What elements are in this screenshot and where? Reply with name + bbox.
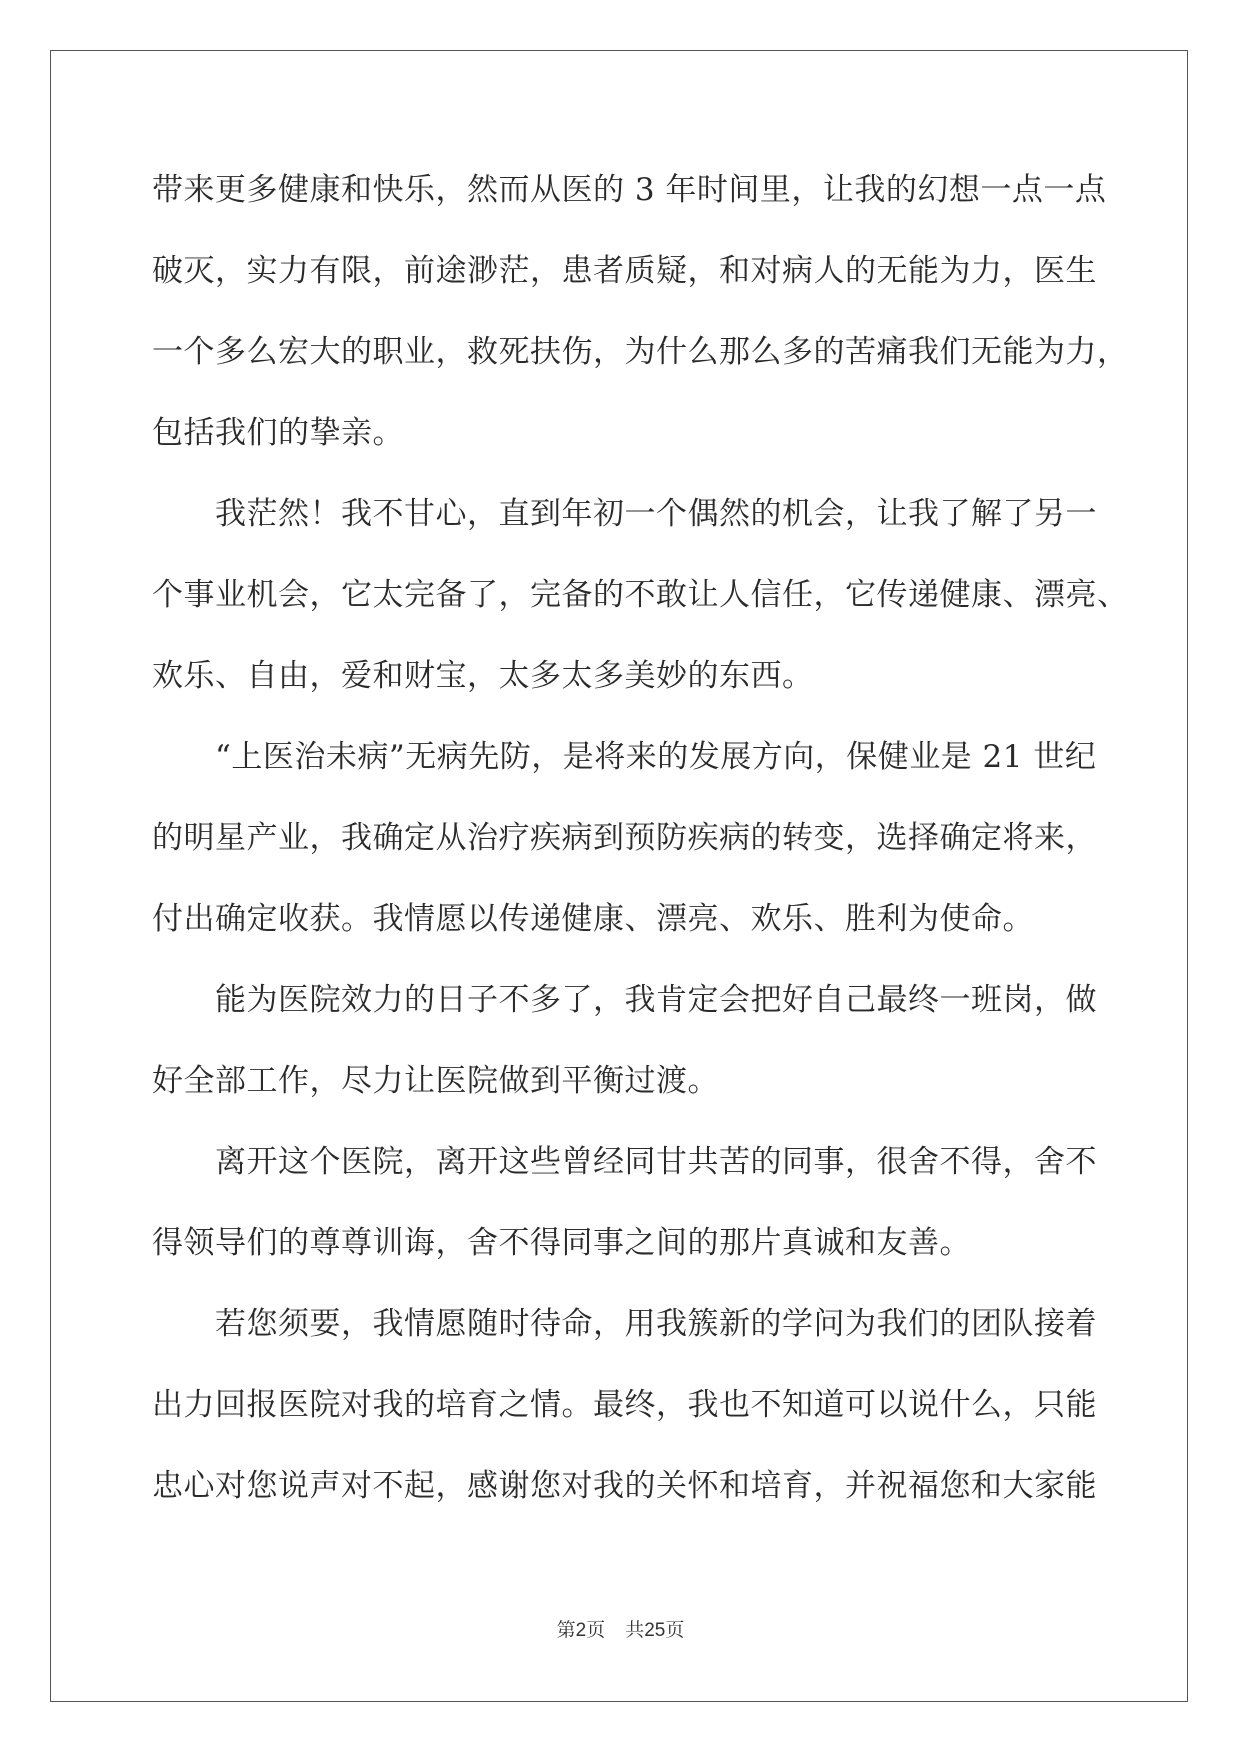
text-line: 离开这个医院，离开这些曾经同甘共苦的同事，很舍不得，舍不: [215, 1144, 1097, 1180]
text-line: 破灭，实力有限，前途渺茫，患者质疑，和对病人的无能为力，医生: [152, 253, 1097, 289]
text-line: 付出确定收获。我情愿以传递健康、漂亮、欢乐、胜利为使命。: [152, 901, 1034, 937]
text-line: 忠心对您说声对不起，感谢您对我的关怀和培育，并祝福您和大家能: [152, 1468, 1097, 1504]
text-line: “上医治未病”无病先防，是将来的发展方向，保健业是 21 世纪: [215, 739, 1097, 775]
text-line: 一个多么宏大的职业，救死扶伤，为什么那么多的苦痛我们无能为力，: [152, 334, 1129, 370]
total-prefix: 共: [625, 1619, 645, 1641]
text-line: 得领导们的尊尊训诲，舍不得同事之间的那片真诚和友善。: [152, 1225, 971, 1261]
text-line: 能为医院效力的日子不多了，我肯定会把好自己最终一班岗，做: [215, 982, 1097, 1018]
page-footer: [0, 1615, 1241, 1642]
page-suffix: 页: [586, 1619, 606, 1641]
document-body: [152, 165, 1129, 1542]
text-line: 包括我们的挚亲。: [152, 415, 404, 451]
text-line: 带来更多健康和快乐，然而从医的 3 年时间里，让我的幻想一点一点: [152, 172, 1107, 208]
total-pages: 25: [644, 1620, 666, 1641]
text-line: 若您须要，我情愿随时待命，用我簇新的学问为我们的团队接着: [215, 1306, 1097, 1342]
text-line: 出力回报医院对我的培育之情。最终，我也不知道可以说什么，只能: [152, 1387, 1097, 1423]
text-line: 的明星产业，我确定从治疗疾病到预防疾病的转变，选择确定将来，: [152, 820, 1097, 856]
page-number: 2: [575, 1620, 587, 1641]
text-line: 好全部工作，尽力让医院做到平衡过渡。: [152, 1063, 719, 1099]
text-line: 个事业机会，它太完备了，完备的不敢让人信任，它传递健康、漂亮、: [152, 577, 1129, 613]
text-line: 我茫然！我不甘心，直到年初一个偶然的机会，让我了解了另一: [215, 496, 1097, 532]
total-suffix: 页: [665, 1619, 685, 1641]
page-prefix: 第: [556, 1619, 576, 1641]
text-line: 欢乐、自由，爱和财宝，太多太多美妙的东西。: [152, 658, 814, 694]
